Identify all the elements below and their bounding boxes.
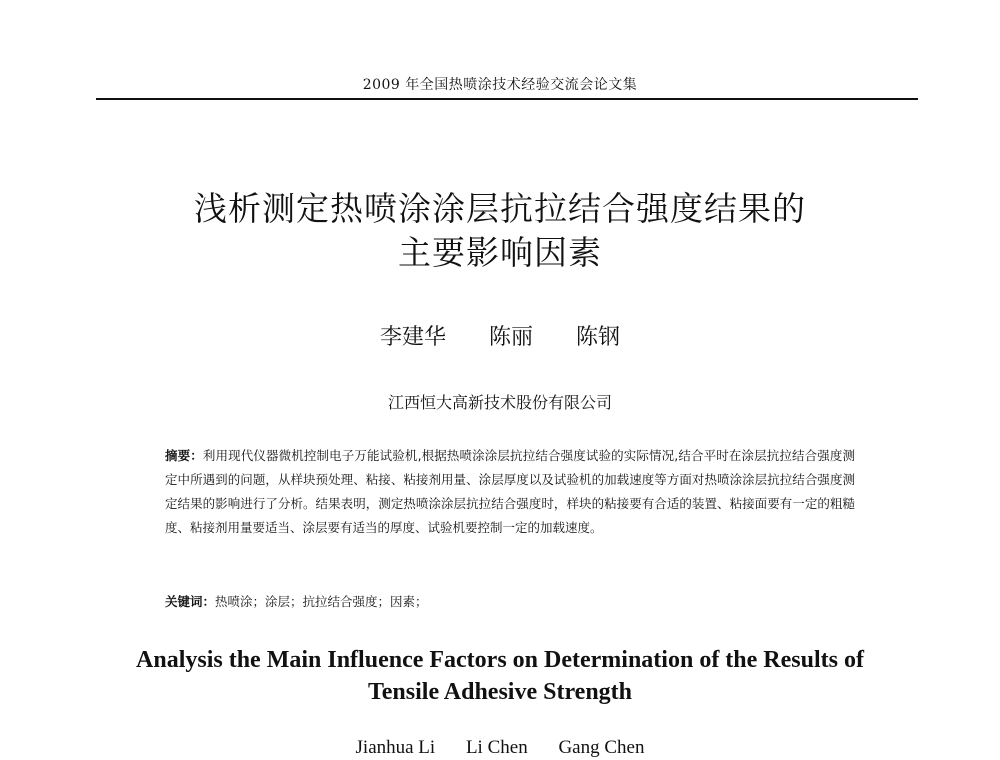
chinese-affiliation: 江西恒大高新技术股份有限公司 [387,393,612,412]
chinese-author-list [0,324,1000,352]
abstract-text: 利用现代仪器微机控制电子万能试验机,根据热喷涂涂层抗拉结合强度试验的实际情况,结合平时在涂层抗拉结合强度测定中所遇到的问题，从样块预处理、粘接、粘接剂用量、涂层厚度以及试验机的加载速度等方面对热喷涂涂层抗拉结合强度测定结果的影响进行了分析。结果表明，测定热喷涂涂层抗拉结合强度时，样块的粘接要有合适的装置、粘接面要有一定的粗糙度、粘接剂用量要适当、涂层要有适当的厚度、试验机要控制一定的加载速度。 [165,448,855,535]
english-author: Li Chen [465,737,528,758]
english-title-line-1: Analysis the Main Influence Factors on Determination of the Results of [136,647,864,673]
chinese-title-line-1: 浅析测定热喷涂涂层抗拉结合强度结果的 [194,189,806,228]
abstract-label: 摘要： [165,448,203,463]
keywords-label: 关键词： [165,594,216,609]
chinese-author: 陈丽 [488,325,533,350]
chinese-abstract [165,444,855,540]
english-author: Jianhua Li [355,737,436,758]
english-title-line-2: Tensile Adhesive Strength [367,679,633,705]
keywords-text: 热喷涂；涂层；抗拉结合强度；因素； [215,594,428,609]
running-header: 2009 年全国热喷涂技术经验交流会论文集 [362,77,638,93]
chinese-author: 李建华 [379,325,446,350]
english-author: Gang Chen [558,737,645,758]
english-author-list [0,736,1000,760]
chinese-author: 陈钢 [576,325,621,350]
chinese-keywords [165,592,855,612]
chinese-title-line-2: 主要影响因素 [398,233,602,272]
header-rule [96,98,918,100]
